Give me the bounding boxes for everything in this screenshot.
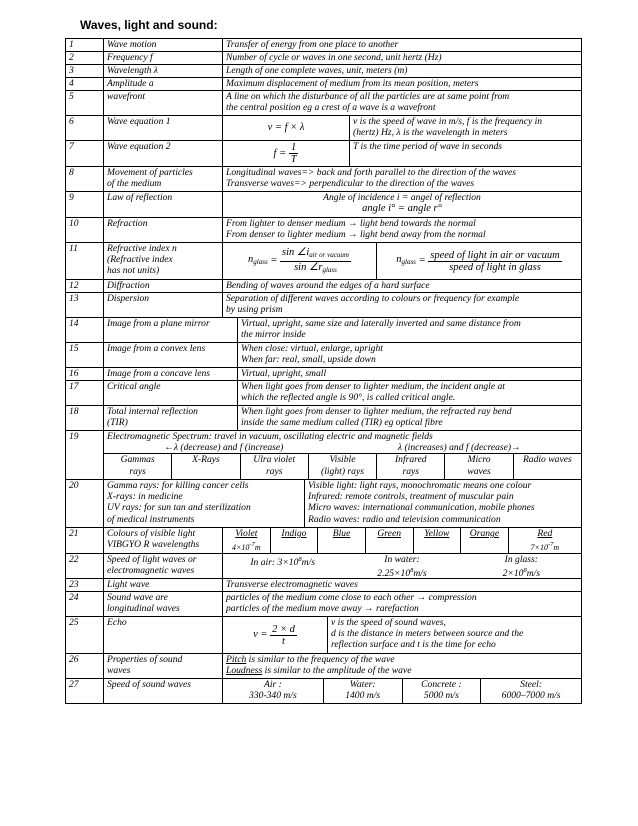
colour-orange: Orange [460, 528, 508, 553]
term-cell: Image from a concave lens [103, 368, 237, 380]
row-number: 27 [69, 679, 79, 690]
table-row [65, 617, 582, 654]
definition-cell: particles of the medium come close to each other → compression particles of the medium move away → rarefaction [222, 592, 581, 616]
light-speeds [222, 554, 581, 578]
definition-cell: When close: virtual, enlarge, upright When far: real, small, upside down [237, 343, 581, 367]
row-number: 15 [69, 343, 79, 354]
row-number: 7 [69, 141, 74, 152]
table-row [65, 192, 582, 218]
colour-blue: Blue [317, 528, 365, 553]
table-row [65, 65, 582, 78]
definition-cell: A line on which the disturbance of all the particles are at same point from the central position eg a crest of a wave is a wavefront [222, 91, 581, 115]
term-cell: Law of reflection [103, 192, 222, 217]
colour-indigo: Indigo [270, 528, 318, 553]
colour-green: Green [365, 528, 413, 553]
row-number: 21 [69, 528, 79, 539]
term-cell: Frequency f [103, 52, 222, 64]
spectrum-band: Visible (light) rays [308, 454, 376, 479]
physics-table [65, 38, 582, 704]
sound-speed-concrete: Concrete : 5000 m/s [402, 679, 481, 703]
row-number: 14 [69, 318, 79, 329]
term-cell: Movement of particles of the medium [103, 167, 222, 191]
definition-cell: Transverse electromagnetic waves [222, 579, 581, 591]
term-cell: Image from a plane mirror [103, 318, 237, 342]
table-row [65, 318, 582, 343]
spectrum-band: Micro waves [444, 454, 512, 479]
row-number: 16 [69, 368, 79, 379]
echo-equation: v = $\frac{2 \times d}{t}$ [222, 617, 327, 653]
term-cell: Critical angle [103, 381, 237, 405]
definition-cell: Length of one complete waves, unit, meters (m) [222, 65, 581, 77]
page-title: Waves, light and sound: [80, 18, 218, 32]
table-row [65, 528, 582, 554]
table-row [65, 243, 582, 280]
table-row [65, 141, 582, 167]
definition-cell: Separation of different waves according to colours or frequency for example by using prism [222, 293, 581, 317]
row-number: 2 [69, 52, 74, 63]
spectrum-bands [104, 453, 581, 479]
row-number: 19 [69, 431, 79, 442]
spectrum-band: Infrared rays [376, 454, 444, 479]
row-number: 12 [69, 280, 79, 291]
row-number: 6 [69, 116, 74, 127]
sound-speed-air: Air : 330-340 m/s [249, 679, 297, 702]
definition-cell: Virtual, upright, same size and laterally inverted and same distance from the mirror inside [237, 318, 581, 342]
sound-speeds [222, 679, 581, 703]
row-number: 20 [69, 480, 79, 491]
speed-glass: In glass: $2\times 10^8m/s$ [502, 554, 541, 578]
row-number: 10 [69, 218, 79, 229]
row-number: 8 [69, 167, 74, 178]
speed-water: In water: $2.25\times 10^8m/s$ [377, 554, 427, 578]
definition-cell: Longitudinal waves=> back and forth parallel to the direction of the waves Transverse waves=> perpendicular to the direction of the waves [222, 167, 581, 191]
wave-equation: v = f × λ [222, 116, 349, 140]
row-number: 24 [69, 592, 79, 603]
table-row [65, 592, 582, 617]
colour-cells [222, 528, 581, 553]
term-cell: Colours of visible light VIBGYO R wavelengths [103, 528, 222, 553]
table-row [65, 579, 582, 592]
definition-cell: v is the speed of wave in m/s, f is the frequency in (hertz) Hz, λ is the wavelength in meters [349, 116, 581, 140]
definition-cell: Bending of waves around the edges of a hard surface [222, 280, 581, 292]
row-number: 25 [69, 617, 79, 628]
row-number: 17 [69, 381, 79, 392]
definition-cell: Virtual, upright, small [237, 368, 581, 380]
term-cell: Properties of sound waves [103, 654, 222, 678]
table-row [65, 431, 582, 480]
spectrum-band: X-Rays [171, 454, 239, 479]
em-spectrum: Electromagnetic Spectrum: travel in vacuum, oscillating electric and magnetic fields ←λ (decrease) and f (increase) λ (increases) and f (decrease)→ Gammas rays X-Rays Ulra violet rays Visible (light) rays Infrared rays Micro waves Radio waves [103, 431, 581, 479]
definition-cell: Angle of incidence i = angel of reflection angle i° = angle r° [222, 192, 581, 217]
table-row [65, 116, 582, 141]
row-number: 5 [69, 91, 74, 102]
table-row [65, 293, 582, 318]
term-cell: Image from a convex lens [103, 343, 237, 367]
term-cell: Light wave [103, 579, 222, 591]
term-cell: Amplitude a [103, 78, 222, 90]
row-number: 23 [69, 579, 79, 590]
row-number: 1 [69, 39, 74, 50]
term-cell: Speed of sound waves [103, 679, 222, 703]
em-uses-right: Visible light: light rays, monochromatic means one colour Infrared: remote controls, treatment of muscular pain Micro waves: international communication, mobile phones Radio waves: radio and television communication [304, 480, 581, 527]
table-row [65, 343, 582, 368]
table-row [65, 381, 582, 406]
speed-ratio-equation: $n_{glass}$ = $\frac{\text{speed of light in air or vacuum}}{\text{speed of light in glass}}$ [376, 243, 581, 279]
term-cell: Dispersion [103, 293, 222, 317]
colour-yellow: Yellow [413, 528, 461, 553]
row-number: 4 [69, 78, 74, 89]
term-cell: Echo [103, 617, 222, 653]
table-row [65, 654, 582, 679]
row-number: 22 [69, 554, 79, 565]
row-number: 11 [69, 243, 78, 254]
term-cell: Wave equation 2 [103, 141, 222, 166]
row-number: 26 [69, 654, 79, 665]
term-cell: Refractive index n (Refractive index has not units) [103, 243, 222, 279]
colour-red: Red $7\times 10^{-7}m$ [508, 528, 581, 553]
table-row [65, 218, 582, 243]
term-cell: Refraction [103, 218, 222, 242]
table-row [65, 480, 582, 528]
period-equation: f = $\frac{1}{T}$ [222, 141, 349, 166]
definition-cell: From lighter to denser medium → light bend towards the normal From denser to lighter medium → light bend away from the normal [222, 218, 581, 242]
table-row [65, 38, 582, 52]
term-cell: Wavelength λ [103, 65, 222, 77]
table-row [65, 679, 582, 704]
sound-speed-water: Water: 1400 m/s [323, 679, 402, 703]
term-cell: Wave motion [103, 39, 222, 51]
definition-cell: Transfer of energy from one place to another [222, 39, 581, 51]
snell-equation: $n_{glass}$ = $\frac{\sin \angle i_{air or vacuum}}{\sin \angle r_{glass}}$ [222, 243, 376, 279]
row-number: 9 [69, 192, 74, 203]
table-row [65, 78, 582, 91]
table-row [65, 406, 582, 431]
table-row [65, 554, 582, 579]
term-cell: wavefront [103, 91, 222, 115]
definition-cell: v is the speed of sound waves, d is the distance in meters between source and the reflection surface and t is the time for echo [327, 617, 581, 653]
table-row [65, 52, 582, 65]
definition-cell: T is the time period of wave in seconds [349, 141, 581, 166]
definition-cell: When light goes from denser to lighter medium, the incident angle at which the reflected angle is 90°, is called critical angle. [237, 381, 581, 405]
row-number: 18 [69, 406, 79, 417]
spectrum-band: Ulra violet rays [240, 454, 308, 479]
table-row [65, 167, 582, 192]
spectrum-band: Radio waves [513, 454, 581, 479]
sound-speed-steel: Steel: 6000–7000 m/s [480, 679, 581, 703]
definition-cell: Maximum displacement of medium from its mean position, meters [222, 78, 581, 90]
row-number: 3 [69, 65, 74, 76]
em-uses-left: Gamma rays: for killing cancer cells X-rays: in medicine UV rays: for sun tan and sterilization of medical instruments [103, 480, 304, 527]
definition-cell: When light goes from denser to lighter medium, the refracted ray bend inside the same medium called (TIR) eg optical fibre [237, 406, 581, 430]
spectrum-band: Gammas rays [120, 454, 155, 477]
colour-violet: Violet $4\times 10^{-7}m$ [232, 528, 261, 553]
row-number: 13 [69, 293, 79, 304]
table-row [65, 368, 582, 381]
term-cell: Sound wave are longitudinal waves [103, 592, 222, 616]
table-row [65, 280, 582, 293]
term-cell: Wave equation 1 [103, 116, 222, 140]
term-cell: Total internal reflection (TIR) [103, 406, 237, 430]
term-cell: Diffraction [103, 280, 222, 292]
speed-air: In air: $3\times 10^8m/s$ [250, 556, 315, 568]
term-cell: Speed of light waves or electromagnetic waves [103, 554, 222, 578]
definition-cell: Number of cycle or waves in one second, unit hertz (Hz) [222, 52, 581, 64]
definition-cell: Pitch is similar to the frequency of the wave Loudness is similar to the amplitude of the wave [222, 654, 581, 678]
table-row [65, 91, 582, 116]
